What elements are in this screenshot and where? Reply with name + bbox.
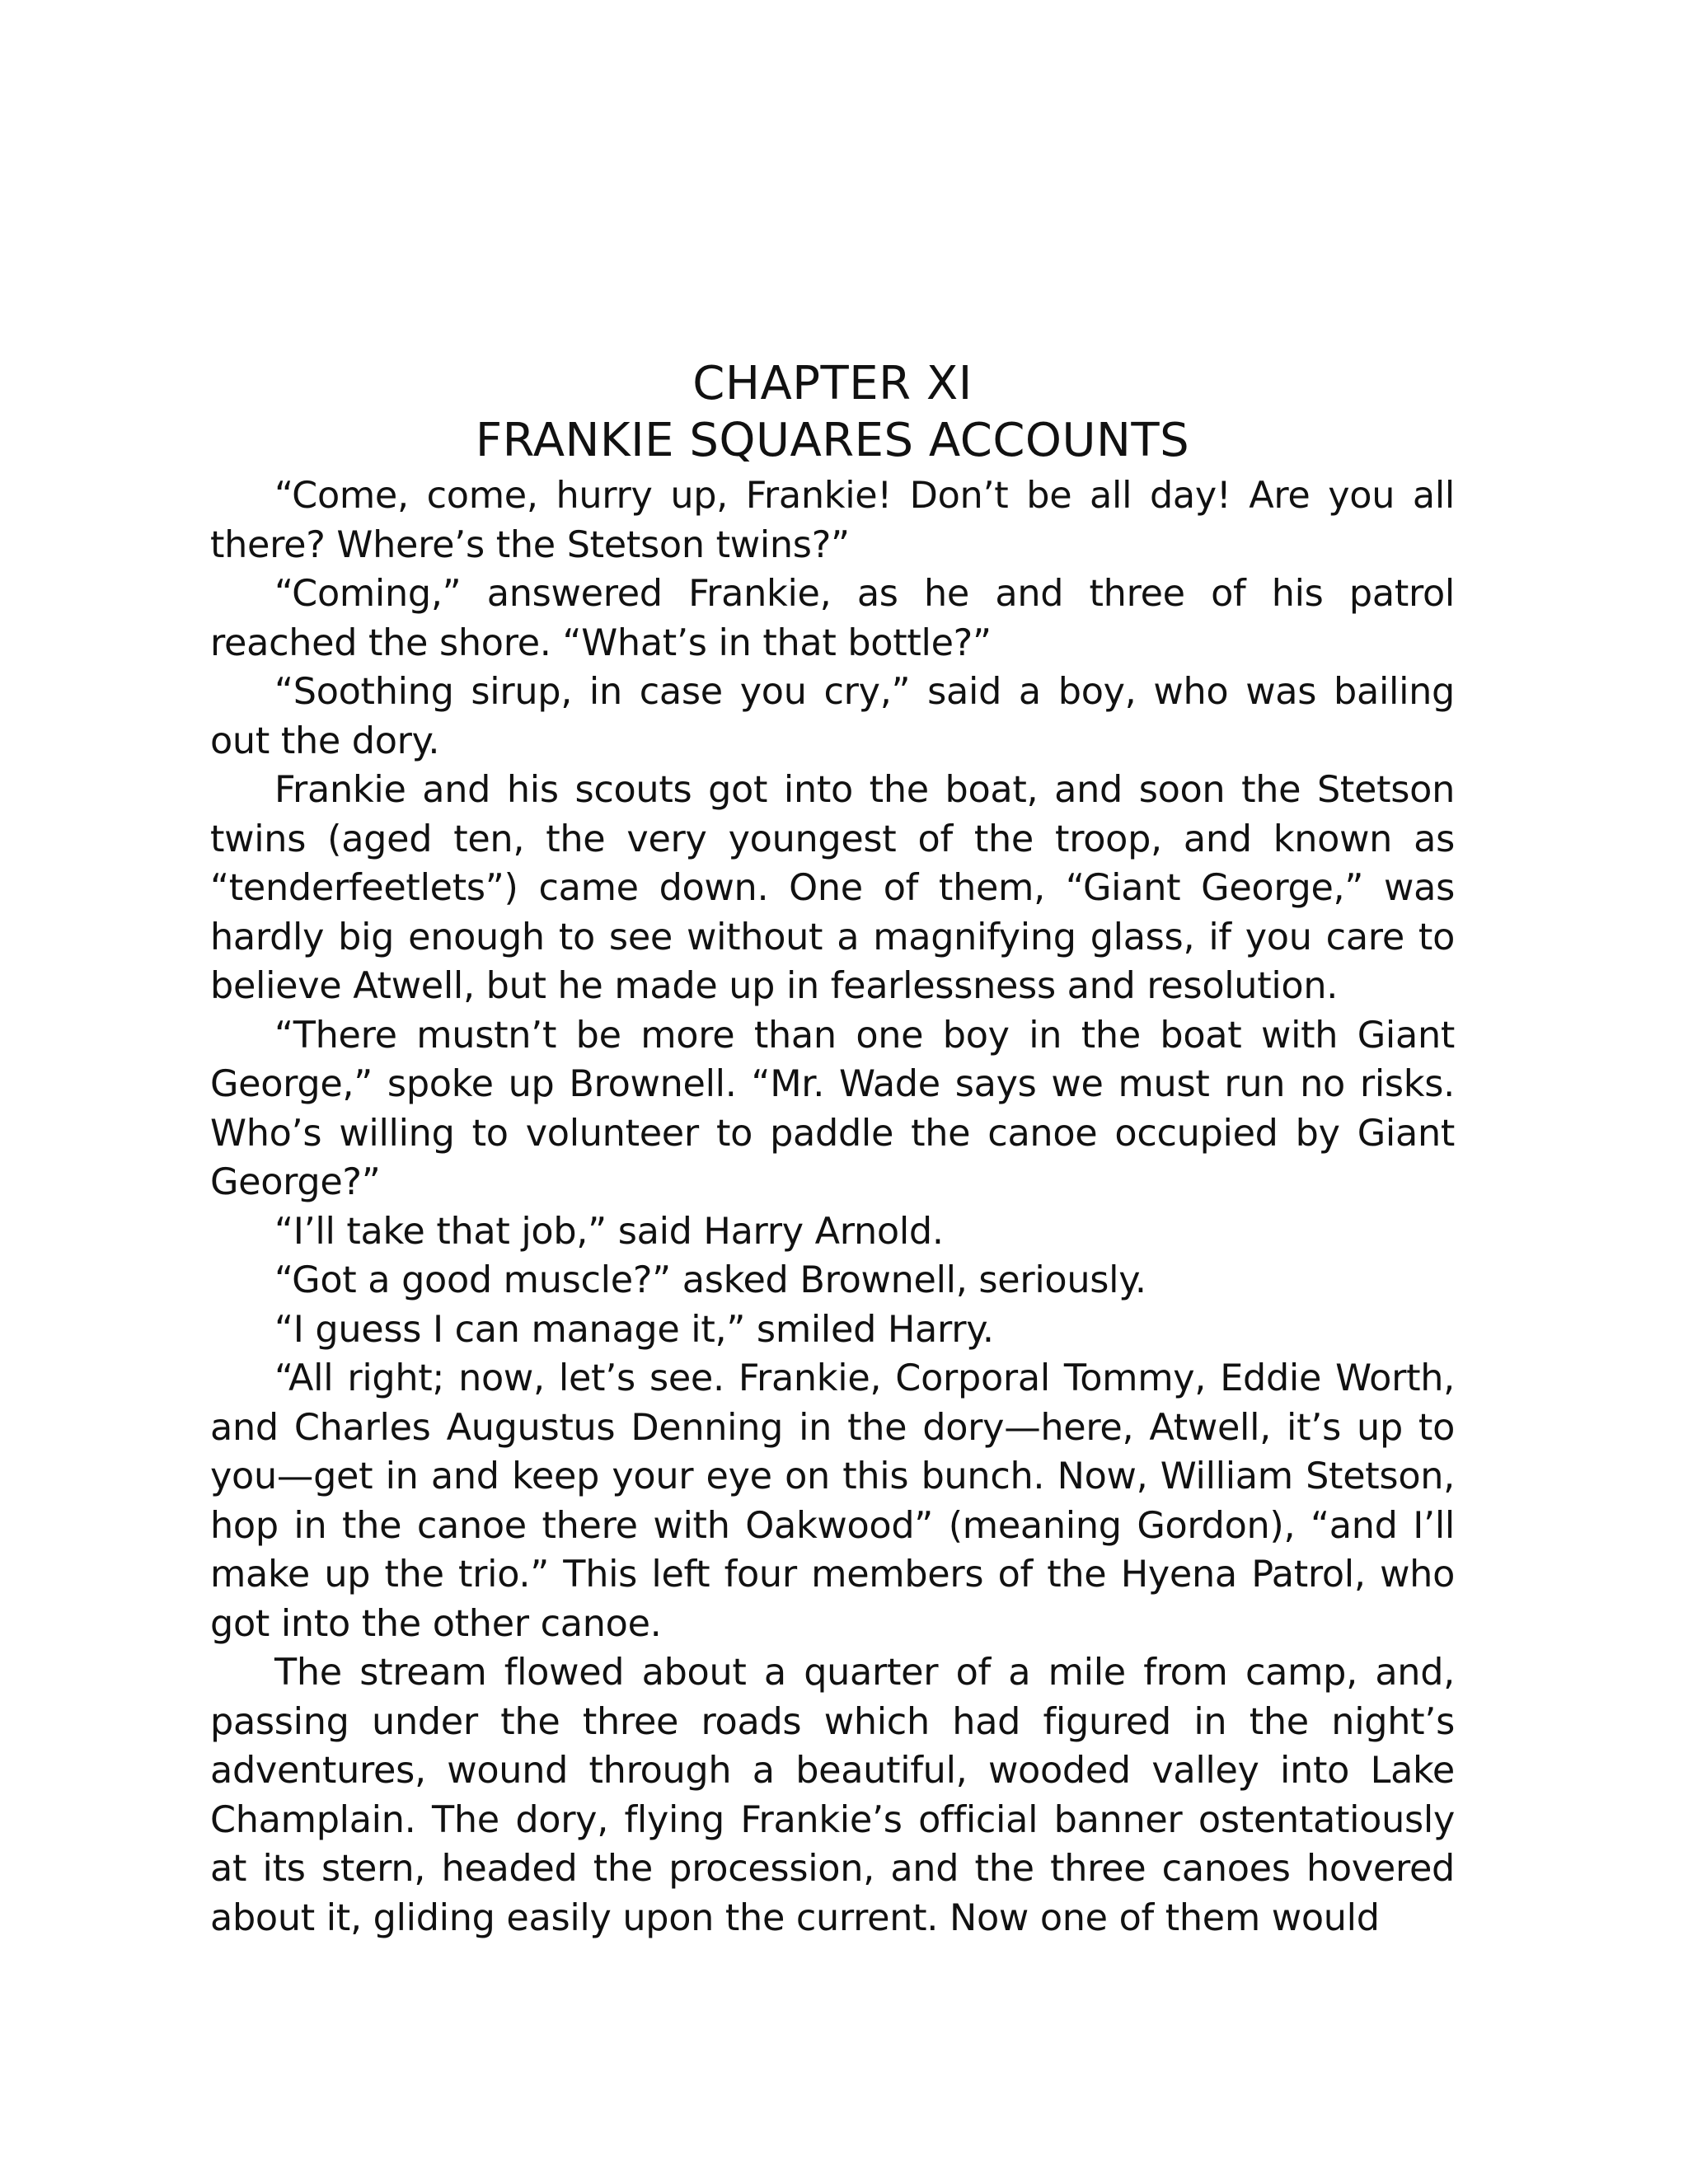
paragraph: “I’ll take that job,” said Harry Arnold. <box>274 1210 944 1253</box>
paragraph: “There mustn’t be more than one boy in the boat with Giant George,” spoke up Brownell. “Mr. Wade says we must run no risks. Who’s willing to volunteer to paddle the canoe occupied by Giant George?” <box>210 1014 1455 1203</box>
paragraph: “Got a good muscle?” asked Brownell, seriously. <box>274 1259 1146 1301</box>
paragraph: “Come, come, hurry up, Frankie! Don’t be all day! Are you all there? Where’s the Stetson twins?” <box>210 475 1455 566</box>
paragraph: “All right; now, let’s see. Frankie, Corporal Tommy, Eddie Worth, and Charles Augustus Denning in the dory—here, Atwell, it’s up to you—get in and keep your eye on this bunch. Now, William Stetson, hop in the canoe there with Oakwood” (meaning Gordon), “and I’ll make up the trio.” This left four members of the Hyena Patrol, who got into the other canoe. <box>210 1357 1455 1645</box>
book-page <box>210 356 1455 1943</box>
paragraph: The stream flowed about a quarter of a mile from camp, and, passing under the three roads which had figured in the night’s adventures, wound through a beautiful, wooded valley into Lake Champlain. The dory, flying Frankie’s official banner ostentatiously at its stern, headed the procession, and the three canoes hovered about it, gliding easily upon the current. Now one of them would <box>210 1652 1455 1939</box>
paragraph: “Soothing sirup, in case you cry,” said a boy, who was bailing out the dory. <box>210 671 1455 762</box>
paragraph: “I guess I can manage it,” smiled Harry. <box>274 1308 994 1351</box>
chapter-title: FRANKIE SQUARES ACCOUNTS <box>475 414 1190 467</box>
chapter-number: CHAPTER XI <box>692 357 973 410</box>
chapter-body <box>210 471 1455 1943</box>
paragraph: “Coming,” answered Frankie, as he and three of his patrol reached the shore. “What’s in that bottle?” <box>210 573 1455 664</box>
paragraph: Frankie and his scouts got into the boat, and soon the Stetson twins (aged ten, the very youngest of the troop, and known as “tenderfeetlets”) came down. One of them, “Giant George,” was hardly big enough to see without a magnifying glass, if you care to believe Atwell, but he made up in fearlessness and resolution. <box>210 769 1455 1007</box>
